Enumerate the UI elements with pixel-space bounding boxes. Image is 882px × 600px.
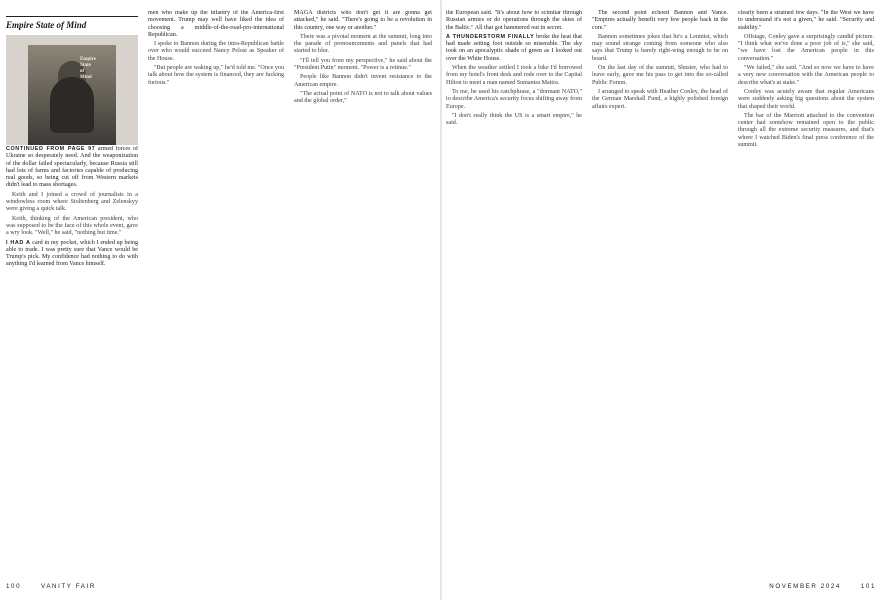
left-column-3	[294, 10, 432, 570]
sidebar-box	[6, 16, 138, 145]
right-col1-text: the European said. "It's about how to scimitar through Russian armies or do operations through the skies of the Baltic." All that got hammered out in secret.	[446, 10, 582, 31]
right-column-1	[446, 10, 582, 570]
left-col1-p4: card in my pocket, which I ended up being able to trade. I was pretty sure that Vance would be Trump's pick. My confidence had nothing to do with anything I'd learned from Vance himself.	[6, 239, 138, 268]
left-page	[0, 0, 440, 600]
right-col3-p4: Conley was acutely aware that regular Americans were suddenly asking big questions about the system that shaped their world.	[738, 88, 874, 110]
left-col3-p3: "I'll tell you from my perspective," he said about the "President Putin" moment. "Power is a retinue."	[294, 57, 432, 72]
issue-date: NOVEMBER 2024	[769, 583, 841, 590]
left-col1-section-lead: I HAD A	[6, 239, 31, 246]
right-folio	[769, 583, 876, 590]
page-number-right: 101	[860, 583, 876, 590]
right-page	[442, 0, 882, 600]
left-col1-text: armed forces of Ukraine so desperately need. And the weaponization of the dollar failed spectacularly, because Russia still had lots of farms and factories capable of producing real goods, so being cut off from Western markets didn't lead to mass shortages.	[6, 146, 138, 189]
right-col3-p3: "We failed," she said. "And so now we have to have a very new conversation with the American people to describe what's at stake."	[738, 65, 874, 86]
left-col3-p2: There was a pivotal moment at the summit, long into the parade of pronouncements and panels that had started to blur.	[294, 33, 432, 55]
left-col2-text: men who make up the infantry of the America-first movement. Trump may well have liked the idea of choosing a middle-of-the-road-pro-international Republican.	[148, 10, 284, 38]
right-col2-p2: Bannon sometimes jokes that he's a Leninist, which may sound strange coming from someone who also says that Trump is barely right-wing enough to be on board.	[592, 33, 728, 62]
left-col3-p5: "The actual point of NATO is not to talk about values and the global order,"	[294, 90, 432, 105]
right-col1-section-lead: A THUNDERSTORM FINALLY	[446, 33, 535, 40]
right-column-3	[738, 10, 874, 570]
magazine-name: VANITY FAIR	[41, 583, 96, 590]
left-column-2	[148, 10, 284, 570]
right-col2-text: The second point echoed Bannon and Vance. "Empires actually benefit very few people back in the core."	[592, 10, 728, 31]
bust-body-shape	[50, 77, 94, 133]
left-col2-p2: I spoke to Bannon during the intra-Republican battle over who would succeed Nancy Pelosi as Speaker of the House.	[148, 41, 284, 62]
left-col2-p3: "But people are waking up," he'd told me. "Once you talk about how the system is financed, they are fucking furious."	[148, 65, 284, 86]
right-col1-p2: broke the heat that had made setting foot outside so miserable. The sky took on an apocalyptic shade of green as I looked out over the White House.	[446, 33, 582, 62]
right-col3-text: clearly been a strained few days. "In the West we have to understand it's not a given," he said. "Security and stability."	[738, 10, 874, 31]
left-col3-text: MAGA districts who don't get it are gonna get attacked," he said. "There's going to be a revolution in this country, one way or another."	[294, 10, 432, 31]
continued-lead: CONTINUED FROM PAGE 97	[6, 146, 96, 152]
sidebar-title: Empire State of Mind	[6, 20, 87, 30]
right-col1-p3: When the weather settled I took a bike I'd borrowed from my hotel's front desk and rode over to the Capital Hilton to meet a man named Sumantra Maitra.	[446, 65, 582, 86]
right-col1-p5: "I don't really think the US is a smart empire," he said.	[446, 112, 582, 127]
page-number-left: 100	[6, 583, 22, 590]
left-col1-p3: Keith, thinking of the American president, who was supposed to be the face of this whole event, gave a wry look. "Well," he said, "nothing but time."	[6, 215, 138, 237]
right-col1-p4: To me, he used his catchphrase, a "dormant NATO," to describe America's security focus shifting away from Europe.	[446, 88, 582, 110]
left-col1-p2: Keith and I joined a crowd of journalists in a windowless room where Stoltenberg and Zelenskyy were giving a quick talk.	[6, 191, 138, 213]
left-folio	[6, 583, 96, 590]
right-col2-p4: I arranged to speak with Heather Conley, the head of the German Marshall Fund, a highly polished foreign affairs expert.	[592, 88, 728, 110]
left-column-1	[6, 146, 138, 570]
book-cover-photo	[6, 35, 138, 145]
right-column-2	[592, 10, 728, 570]
right-col2-p3: On the last day of the summit, Shuster, who had to leave early, gave me his pass to get into the so-called Public Forum.	[592, 65, 728, 86]
book-cover-title: Empire State of Mind	[80, 57, 97, 80]
right-col3-p2: Offstage, Conley gave a surprisingly candid picture. "I think what we've done a poor job of is," she said, "we have lost the American people in this conversation."	[738, 33, 874, 62]
book-cover	[28, 45, 116, 145]
right-col3-p5: The bar of the Marriott attached to the convention center had somehow remained open to the public through all the extreme security measures, and that's where I watched Biden's final press conference of the summit.	[738, 112, 874, 149]
left-col3-p4: People like Bannon didn't invent resistance to the American empire.	[294, 74, 432, 88]
